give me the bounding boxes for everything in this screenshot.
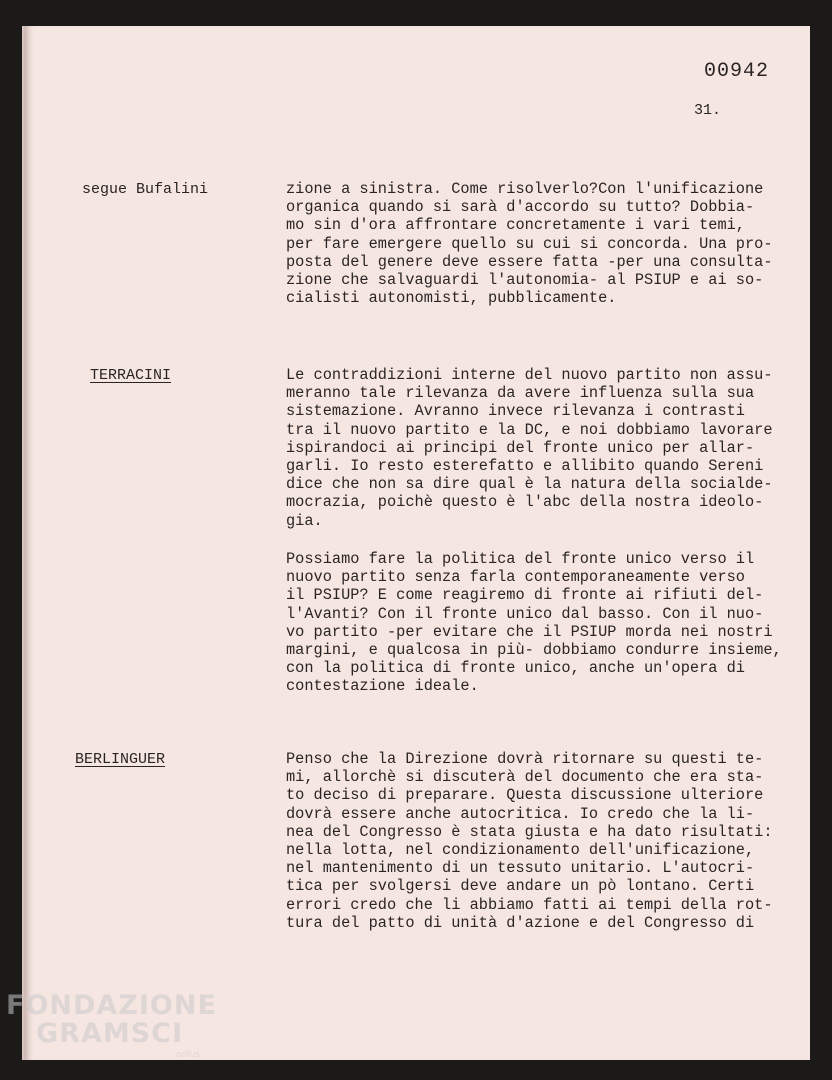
text-line: contestazione ideale. xyxy=(286,677,479,696)
paragraph xyxy=(286,180,806,307)
text-line: posta del genere deve essere fatta -per una consulta- xyxy=(286,252,773,271)
text-line: il PSIUP? E come reagiremo di fronte ai rifiuti del- xyxy=(286,586,764,605)
text-line: nel mantenimento di un tessuto unitario. L'autocri- xyxy=(286,859,755,878)
text-line: l'Avanti? Con il fronte unico dal basso. Con il nuo- xyxy=(286,604,764,623)
speaker-label: TERRACINI xyxy=(90,367,172,384)
text-line: zione a sinistra. Come risolverlo?Con l'unificazione xyxy=(286,180,764,198)
text-line: vo partito -per evitare che il PSIUP morda nei nostri xyxy=(286,622,773,641)
text-line: nuovo partito senza farla contemporaneamente verso xyxy=(286,568,745,587)
text-line: dovrà essere anche autocritica. Io credo che la li- xyxy=(286,804,755,823)
document-page xyxy=(22,26,810,1060)
paragraph xyxy=(286,366,806,530)
document-number: 00942 xyxy=(704,60,770,83)
text-line: mo sin d'ora affrontare concretamente i vari temi, xyxy=(286,216,745,235)
page-number: 31. xyxy=(694,102,722,119)
text-line: tica per svolgersi deve andare un pò lontano. Certi xyxy=(286,877,755,896)
watermark-line: onlus xyxy=(176,1050,201,1060)
text-line: errori credo che li abbiamo fatti ai tempi della rot- xyxy=(286,895,773,914)
text-line: sistemazione. Avranno invece rilevanza i contrasti xyxy=(286,402,745,421)
watermark-logo xyxy=(6,990,217,1060)
watermark-line: FONDAZIONE xyxy=(6,990,217,1021)
text-line: zione che salvaguardi l'autonomia- al PSIUP e ai so- xyxy=(286,271,764,290)
text-line: Le contraddizioni interne del nuovo partito non assu- xyxy=(286,366,773,384)
text-line: to deciso di preparare. Questa discussione ulteriore xyxy=(286,786,764,805)
text-line: margini, e qualcosa in più- dobbiamo condurre insieme, xyxy=(286,641,782,660)
text-line: tra il nuovo partito e la DC, e noi dobbiamo lavorare xyxy=(286,420,773,439)
text-line: gia. xyxy=(286,511,323,530)
text-line: per fare emergere quello su cui si concorda. Una pro- xyxy=(286,234,773,253)
speaker-label: segue Bufalini xyxy=(82,181,209,198)
text-line: meranno tale rilevanza da avere influenza sulla sua xyxy=(286,384,755,403)
speaker-label: BERLINGUER xyxy=(75,751,166,768)
text-line: Penso che la Direzione dovrà ritornare su questi te- xyxy=(286,750,764,768)
text-line: mi, allorchè si discuterà del documento che era sta- xyxy=(286,768,764,787)
text-line: con la politica di fronte unico, anche un'opera di xyxy=(286,659,745,678)
text-line: nea del Congresso è stata giusta e ha dato risultati: xyxy=(286,822,773,841)
text-line: nella lotta, nel condizionamento dell'unificazione, xyxy=(286,841,755,860)
paragraph xyxy=(286,550,806,696)
paragraph xyxy=(286,750,806,932)
text-line: ispirandoci ai principi del fronte unico per allar- xyxy=(286,438,755,457)
text-line: garli. Io resto esterefatto e allibito quando Sereni xyxy=(286,457,764,476)
watermark-line: GRAMSCI xyxy=(36,1018,184,1049)
text-line: tura del patto di unità d'azione e del Congresso di xyxy=(286,913,755,932)
text-line: mocrazia, poichè questo è l'abc della nostra ideolo- xyxy=(286,493,764,512)
text-line: cialisti autonomisti, pubblicamente. xyxy=(286,289,617,308)
text-line: Possiamo fare la politica del fronte unico verso il xyxy=(286,550,755,568)
text-line: organica quando si sarà d'accordo su tutto? Dobbia- xyxy=(286,198,755,217)
text-line: dice che non sa dire qual è la natura della socialde- xyxy=(286,475,773,494)
